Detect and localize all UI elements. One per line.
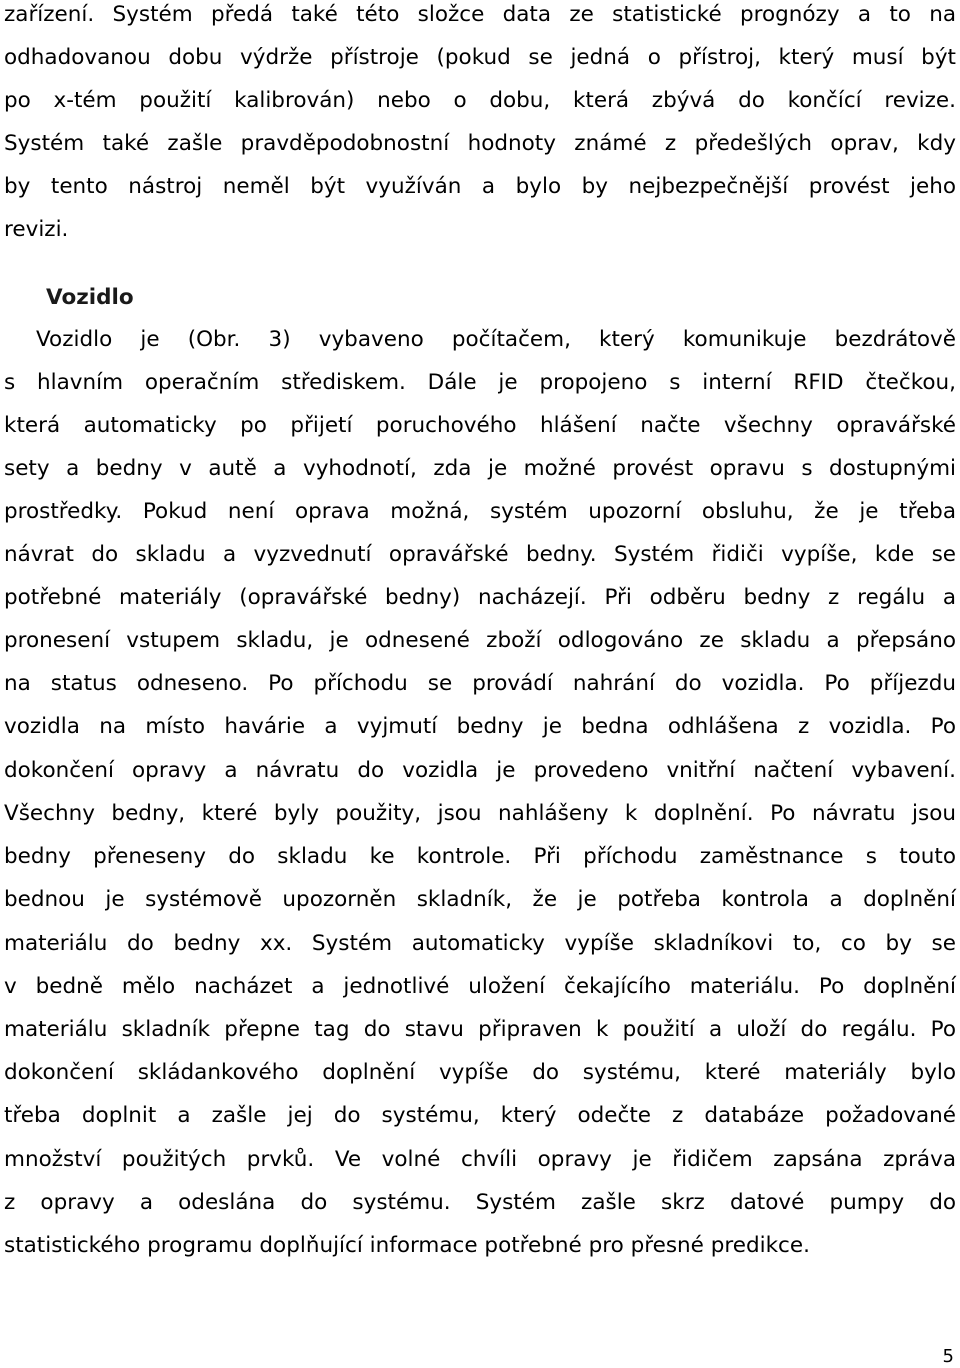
text-line: množství použitých prvků. Ve volné chvíli opravy je řidičem zapsána zpráva xyxy=(4,1147,956,1172)
text-line: po x-tém použití kalibrován) nebo o dobu, která zbývá do končící revize. xyxy=(4,88,956,113)
text-line: materiálu do bedny xx. Systém automaticky vypíše skladníkovi to, co by se xyxy=(4,931,956,956)
text-line: Všechny bedny, které byly použity, jsou nahlášeny k doplnění. Po návratu jsou xyxy=(4,801,956,826)
text-line: bednou je systémově upozorněn skladník, že je potřeba kontrola a doplnění xyxy=(4,887,956,912)
text-line: třeba doplnit a zašle jej do systému, který odečte z databáze požadované xyxy=(4,1103,956,1128)
text-line: návrat do skladu a vyzvednutí opravářské bedny. Systém řidiči vypíše, kde se xyxy=(4,542,956,567)
text-line: zařízení. Systém předá také této složce data ze statistické prognózy a to na xyxy=(4,2,956,27)
text-line: vozidla na místo havárie a vyjmutí bedny je bedna odhlášena z vozidla. Po xyxy=(4,714,956,739)
text-line: prostředky. Pokud není oprava možná, systém upozorní obsluhu, že je třeba xyxy=(4,499,956,524)
text-line: materiálu skladník přepne tag do stavu připraven k použití a uloží do regálu. Po xyxy=(4,1017,956,1042)
text-line: revizi. xyxy=(4,217,69,242)
text-line: pronesení vstupem skladu, je odnesené zboží odlogováno ze skladu a přepsáno xyxy=(4,628,956,653)
text-line: dokončení opravy a návratu do vozidla je provedeno vnitřní načtení vybavení. xyxy=(4,758,956,783)
text-line: Systém také zašle pravděpodobnostní hodnoty známé z předešlých oprav, kdy xyxy=(4,131,956,156)
text-line: odhadovanou dobu výdrže přístroje (pokud se jedná o přístroj, který musí být xyxy=(4,45,956,70)
text-line: Vozidlo je (Obr. 3) vybaveno počítačem, který komunikuje bezdrátově xyxy=(36,327,956,352)
text-line: potřebné materiály (opravářské bedny) nacházejí. Při odběru bedny z regálu a xyxy=(4,585,956,610)
text-line: sety a bedny v autě a vyhodnotí, zda je možné provést opravu s dostupnými xyxy=(4,456,956,481)
text-line: na status odneseno. Po příchodu se provádí nahrání do vozidla. Po příjezdu xyxy=(4,671,956,696)
page-number: 5 xyxy=(942,1346,954,1367)
text-line: by tento nástroj neměl být využíván a bylo by nejbezpečnější provést jeho xyxy=(4,174,956,199)
text-line: bedny přeneseny do skladu ke kontrole. Při příchodu zaměstnance s touto xyxy=(4,844,956,869)
text-line: z opravy a odeslána do systému. Systém zašle skrz datové pumpy do xyxy=(4,1190,956,1215)
text-line: dokončení skládankového doplnění vypíše do systému, které materiály bylo xyxy=(4,1060,956,1085)
text-line: s hlavním operačním střediskem. Dále je propojeno s interní RFID čtečkou, xyxy=(4,370,956,395)
text-line: v bedně mělo nacházet a jednotlivé uložení čekajícího materiálu. Po doplnění xyxy=(4,974,956,999)
text-line: statistického programu doplňující informace potřebné pro přesné predikce. xyxy=(4,1233,810,1258)
text-line: která automaticky po přijetí poruchového hlášení načte všechny opravářské xyxy=(4,413,956,438)
section-heading: Vozidlo xyxy=(46,285,134,310)
